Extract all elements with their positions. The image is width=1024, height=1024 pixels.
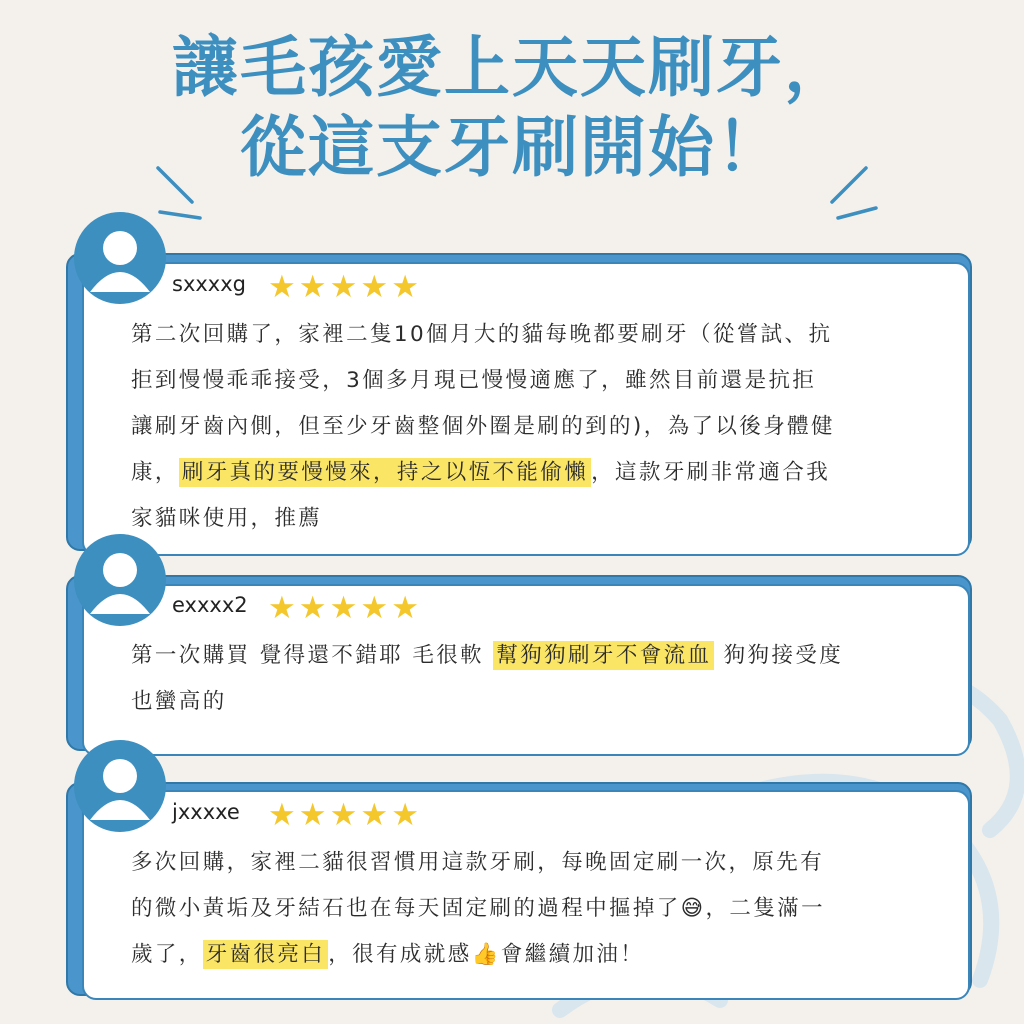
headline-line-2: 從這支牙刷開始！	[240, 109, 784, 186]
highlighted-text: 牙齒很亮白	[203, 940, 329, 969]
star-icon: ★	[391, 797, 419, 833]
review-line	[131, 633, 843, 679]
user-avatar-icon	[74, 212, 166, 304]
review-text-segment: 也蠻高的	[131, 689, 227, 714]
review-text-segment: ，很有成就感👍會繼續加油！	[328, 942, 645, 967]
headline	[0, 28, 1024, 188]
star-icon: ★	[268, 269, 296, 305]
review-line	[131, 450, 835, 496]
highlighted-text: 幫狗狗刷牙不會流血	[493, 641, 714, 670]
star-icon: ★	[298, 797, 327, 833]
rating-stars	[268, 590, 419, 626]
review-line	[131, 840, 825, 886]
user-avatar-icon	[74, 534, 166, 626]
star-icon: ★	[329, 269, 358, 305]
star-icon: ★	[268, 590, 296, 626]
review-line	[131, 404, 835, 450]
review-username: jxxxxe	[172, 800, 240, 824]
review-text	[131, 312, 835, 542]
star-icon: ★	[268, 797, 296, 833]
review-text-segment: 歲了，	[131, 942, 203, 967]
review-username: exxxx2	[172, 593, 248, 617]
star-icon: ★	[391, 269, 419, 305]
review-line	[131, 679, 843, 725]
review-text	[131, 633, 843, 725]
review-text-segment: 的微小黃垢及牙結石也在每天固定刷的過程中摳掉了😅，二隻滿一	[131, 896, 826, 921]
review-text-segment: 拒到慢慢乖乖接受，3個多月現已慢慢適應了，雖然目前還是抗拒	[131, 368, 817, 393]
review-text-segment: 家貓咪使用，推薦	[131, 506, 323, 531]
star-icon: ★	[360, 797, 389, 833]
review-line	[131, 312, 835, 358]
star-icon: ★	[391, 590, 419, 626]
review-text	[131, 840, 825, 978]
review-line	[131, 358, 835, 404]
user-avatar-icon	[74, 740, 166, 832]
highlighted-text: 刷牙真的要慢慢來，持之以恆不能偷懶	[179, 458, 591, 487]
review-username: sxxxxg	[172, 272, 246, 296]
star-icon: ★	[298, 590, 327, 626]
headline-line-1: 讓毛孩愛上天天刷牙，	[172, 29, 852, 106]
review-text-segment: ，這款牙刷非常適合我	[591, 460, 831, 485]
accent-line-left-2	[160, 212, 200, 218]
review-text-segment: 第一次購買 覺得還不錯耶 毛很軟	[131, 643, 494, 668]
review-text-segment: 第二次回購了，家裡二隻10個月大的貓每晚都要刷牙（從嘗試、抗	[131, 322, 833, 347]
review-text-segment: 康，	[131, 460, 179, 485]
star-icon: ★	[298, 269, 327, 305]
review-text-segment: 讓刷牙齒內側，但至少牙齒整個外圈是刷的到的)，為了以後身體健	[131, 414, 835, 439]
rating-stars	[268, 797, 419, 833]
star-icon: ★	[329, 590, 358, 626]
star-icon: ★	[329, 797, 358, 833]
review-text-segment: 狗狗接受度	[714, 643, 844, 668]
accent-line-right-2	[838, 208, 876, 218]
review-line	[131, 496, 835, 542]
star-icon: ★	[360, 269, 389, 305]
review-line	[131, 932, 825, 978]
rating-stars	[268, 269, 419, 305]
star-icon: ★	[360, 590, 389, 626]
review-text-segment: 多次回購，家裡二貓很習慣用這款牙刷，每晚固定刷一次，原先有	[131, 850, 825, 875]
review-line	[131, 886, 825, 932]
